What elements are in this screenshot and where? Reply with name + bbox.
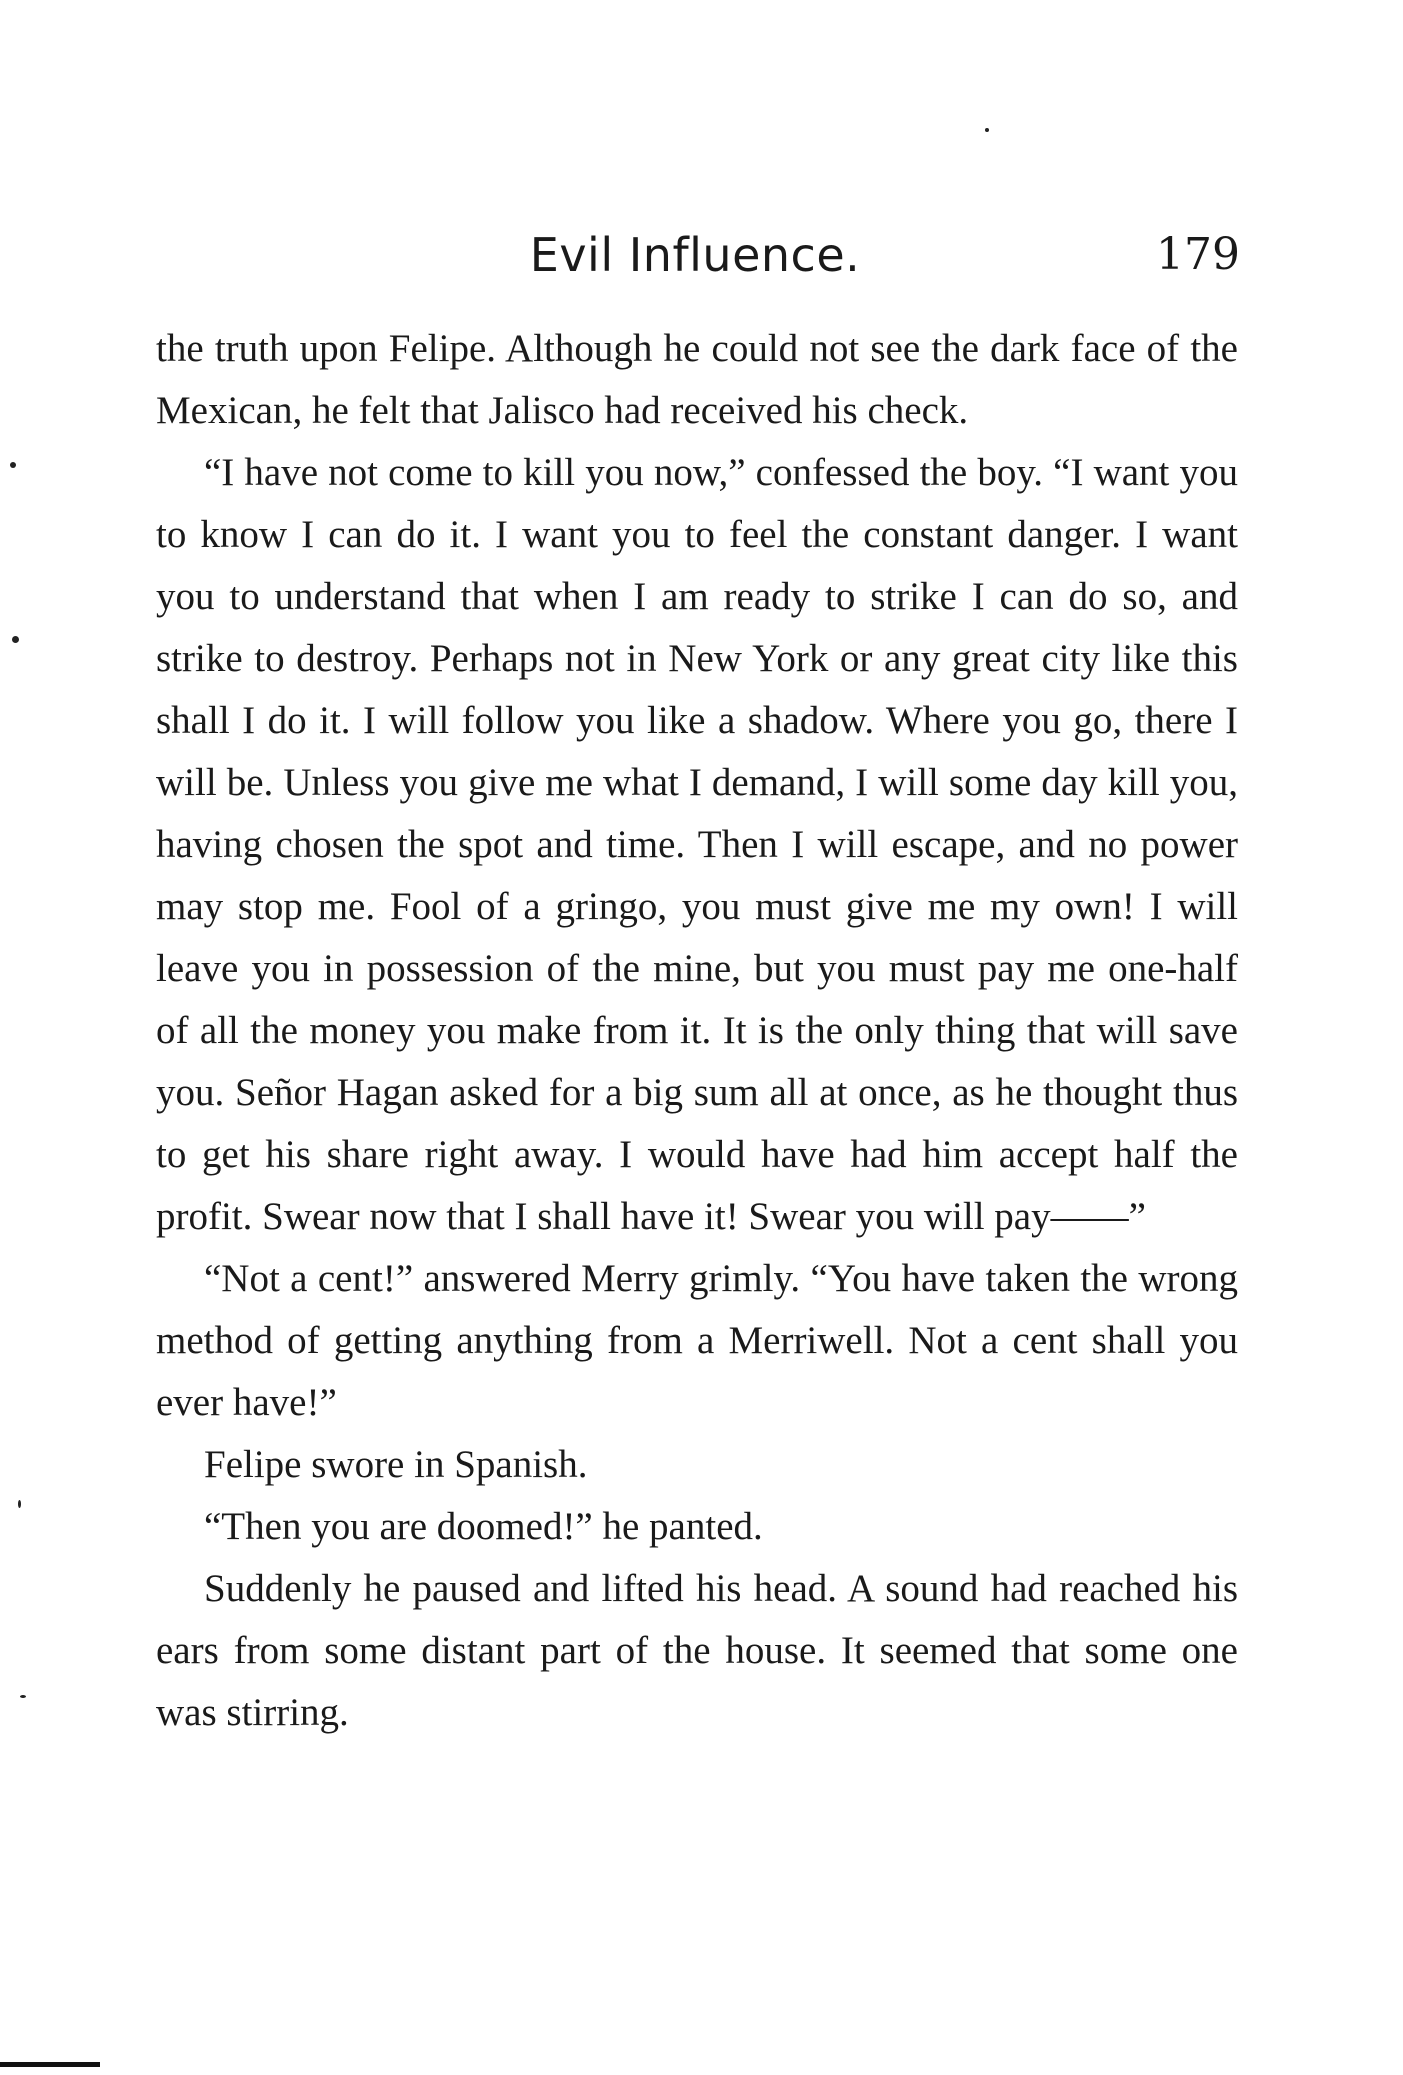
paragraph: Felipe swore in Spanish.: [204, 1443, 588, 1486]
paragraph: “Then you are doomed!” he panted.: [204, 1505, 763, 1548]
running-head: [150, 220, 1240, 290]
scan-speck: [20, 1695, 26, 1698]
scan-speck: [12, 636, 19, 643]
chapter-title: Evil Influence.: [529, 228, 861, 282]
paragraph: “I have not come to kill you now,” confessed the boy. “I want you to know I can do it. I want you to feel the constant danger. I want you to understand that when I am ready to strike I can do so, and strike to destroy. Perhaps not in New York or any great city like this shall I do it. I will follow you like a shadow. Where you go, there I will be. Unless you give me what I demand, I will some day kill you, having chosen the spot and time. Then I will escape, and no power may stop me. Fool of a gringo, you must give me my own! I will leave you in possession of the mine, but you must pay me one-half of all the money you make from it. It is the only thing that will save you. Señor Hagan asked for a big sum all at once, as he thought thus to get his share right away. I would have had him accept half the profit. Swear now that I shall have it! Swear you will pay——”: [156, 451, 1238, 1238]
paragraph: “Not a cent!” answered Merry grimly. “You have taken the wrong method of getting anything from a Merriwell. Not a cent shall you ever have!”: [156, 1257, 1238, 1424]
scan-speck: [18, 1500, 21, 1508]
scan-edge-line: [0, 2062, 100, 2067]
body-text: [156, 318, 1238, 1744]
page-number: 179: [1156, 229, 1240, 280]
paragraph: the truth upon Felipe. Although he could not see the dark face of the Mexican, he felt that Jalisco had received his check.: [156, 327, 1238, 432]
scan-speck: [985, 128, 989, 132]
scan-speck: [10, 462, 16, 468]
paragraph: Suddenly he paused and lifted his head. A sound had reached his ears from some distant part of the house. It seemed that some one was stirring.: [156, 1567, 1238, 1734]
